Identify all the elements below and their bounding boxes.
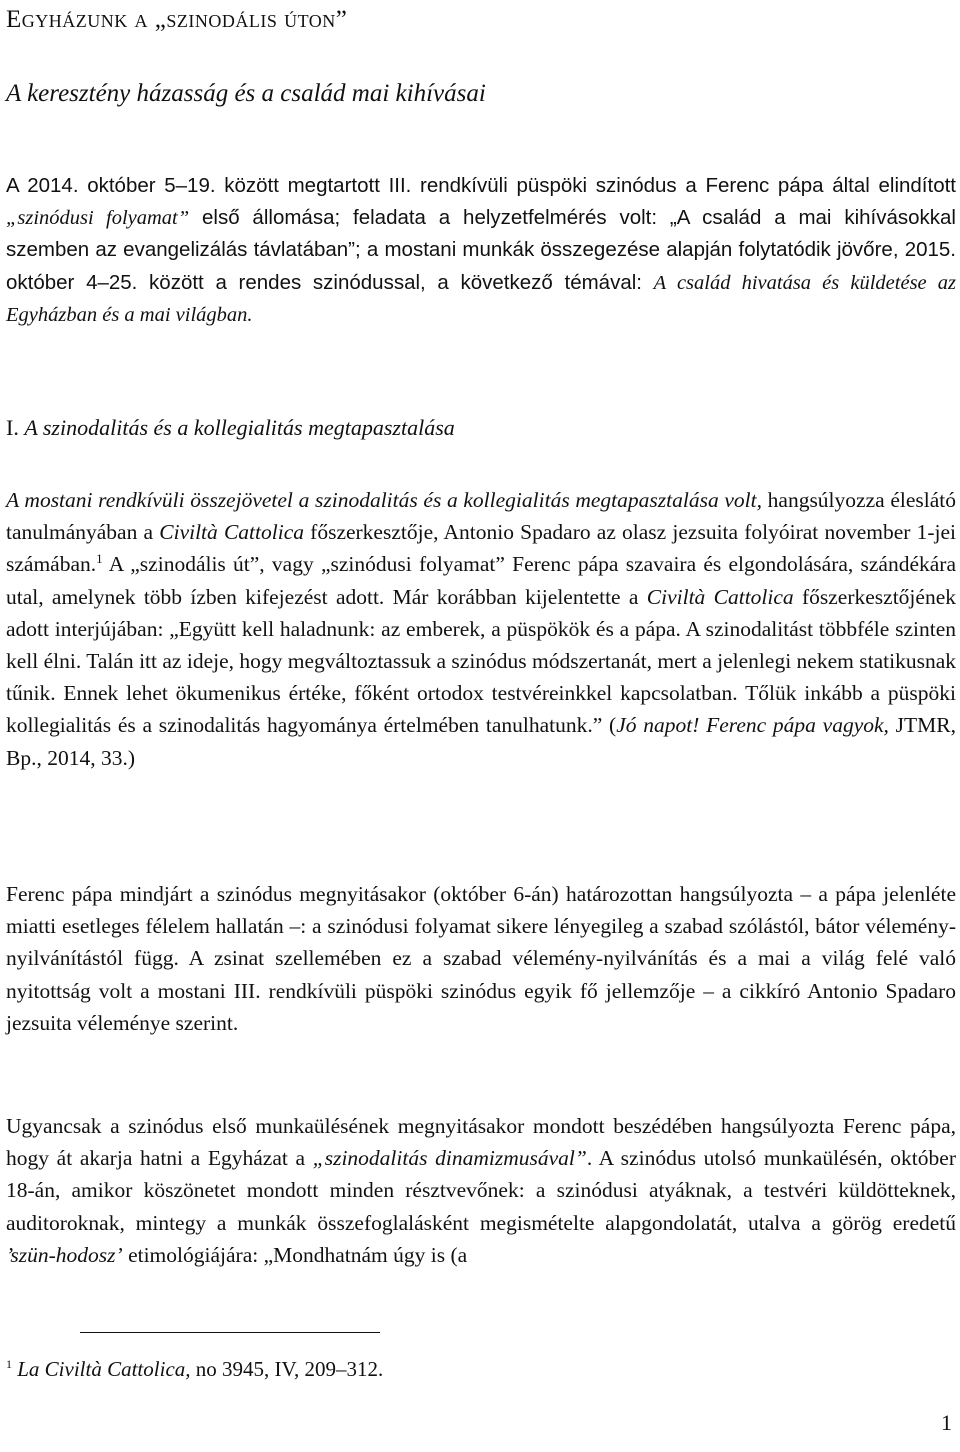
footnote-italic: La Civiltà Cattolica, <box>17 1357 191 1381</box>
page-number: 1 <box>941 1410 952 1435</box>
p2-civilta-1: Civiltà Cattolica <box>159 520 304 545</box>
p4-text-1: Ugyancsak a szinódus első munkaülésének megnyitásakor mondott beszédében hangsúlyozta Ferenc pápa, hogy át akarja hatni a Egyházat a <box>6 1114 956 1171</box>
p2-text-1: hangsúlyozza éleslátó tanulmányában a <box>6 488 956 545</box>
p4-italic-1: „szinodalitás dinamizmusával” <box>312 1146 587 1171</box>
section-number: I. <box>6 415 25 440</box>
p4-text-3: etimológiájára: „Mondhatnám úgy is (a <box>122 1242 468 1267</box>
intro-italic-1: „szinódusi folyamat” <box>6 207 190 230</box>
p2-text-2: főszerkesztője, Antonio Spadaro az olasz jezsuita folyóirat november 1-jei számában. <box>6 520 956 577</box>
footnote <box>6 1354 383 1384</box>
intro-text-1: A 2014. október 5–19. között megtartott III. rendkívüli püspöki szinódus a Ferenc pápa által elindított <box>6 174 956 197</box>
p2-italic-lead: A mostani rendkívüli összejövetel a szinodalitás és a kollegialitás megtapasztalása volt, <box>6 488 762 512</box>
paragraph-opening <box>6 878 956 1039</box>
p2-book-title: Jó napot! Ferenc pápa vagyok, <box>616 713 889 738</box>
section-heading <box>6 412 455 444</box>
p4-text-2: . A szinódus utolsó munkaülésén, október 18-án, amikor köszönetet mondott minden résztvevőnek: a szinódusi atyáknak, a testvéri küldötteknek, auditoroknak, mintegy a munkák összefoglalásként megismételte alapgondolatát, utalva a görög eredetű <box>6 1146 956 1235</box>
p2-text-4: főszerkesztőjének adott interjújában: „Együtt kell haladnunk: az emberek, a püspökök és a pápa. A szinodalitást többféle szinten kell élni. Talán itt az ideje, hogy megváltoztassuk a szinódus módszertanát, mert a jelenlegi nekem statikusnak tűnik. Ennek lehet ökumenikus értéke, főként ortodox testvéreinkkel kapcsolatban. Tőlük inkább a püspöki kollegialitás és a szinodalitás hagyománya értelmében tanulhatunk.” ( <box>6 584 956 738</box>
section-heading-text: A szinodalitás és a kollegialitás megtapasztalása <box>24 415 455 440</box>
footnote-divider <box>80 1332 380 1333</box>
p2-text-5: JTMR, Bp., 2014, 33.) <box>6 713 956 770</box>
paragraph-synodality <box>6 484 956 774</box>
p3-text: Ferenc pápa mindjárt a szinódus megnyitásakor (október 6-án) határozottan hangsúlyozta – a pápa jelenléte miatti esetleges félelem hallatán –: a szinódusi folyamat sikere lényegileg a szabad szólástól, bátor vélemény-nyilvánítástól függ. A zsinat szellemében ez a szabad vélemény-nyilvánítás és a mai a világ felé való nyitottság volt a mostani III. rendkívüli püspöki szinódus egyik fő jellemzője – a cikkíró Antonio Spadaro jezsuita véleménye szerint. <box>6 882 956 1035</box>
p4-italic-2: ’szün-hodosz’ <box>6 1242 123 1267</box>
footnote-number: 1 <box>6 1357 12 1371</box>
footnote-reference[interactable]: 1 <box>96 551 103 567</box>
paragraph-dynamism <box>6 1110 956 1271</box>
intro-italic-2: A család hivatása és küldetése az Egyházban és a mai világban. <box>6 271 956 326</box>
intro-paragraph <box>6 170 956 331</box>
footnote-text: no 3945, IV, 209–312. <box>190 1357 384 1381</box>
p2-text-3: A „szinodális út”, vagy „szinódusi folyamat” Ferenc pápa szavaira és elgondolására, szándékára utal, amelynek több ízben kifejezést adott. Már korábban kijelentette a <box>6 552 956 609</box>
document-title: Egyházunk a „szinodális úton” <box>6 6 348 33</box>
document-subtitle: A keresztény házasság és a család mai kihívásai <box>6 80 486 107</box>
intro-text-2: első állomása; feladata a helyzetfelmérés volt: „A család a mai kihívásokkal szemben az evangelizálás távlatában”; a mostani munkák összegezése alapján folytatódik jövőre, 2015. október 4–25. között a rendes szinódussal, a következő témával: <box>6 206 956 294</box>
p2-civilta-2: Civiltà Cattolica <box>646 584 794 609</box>
